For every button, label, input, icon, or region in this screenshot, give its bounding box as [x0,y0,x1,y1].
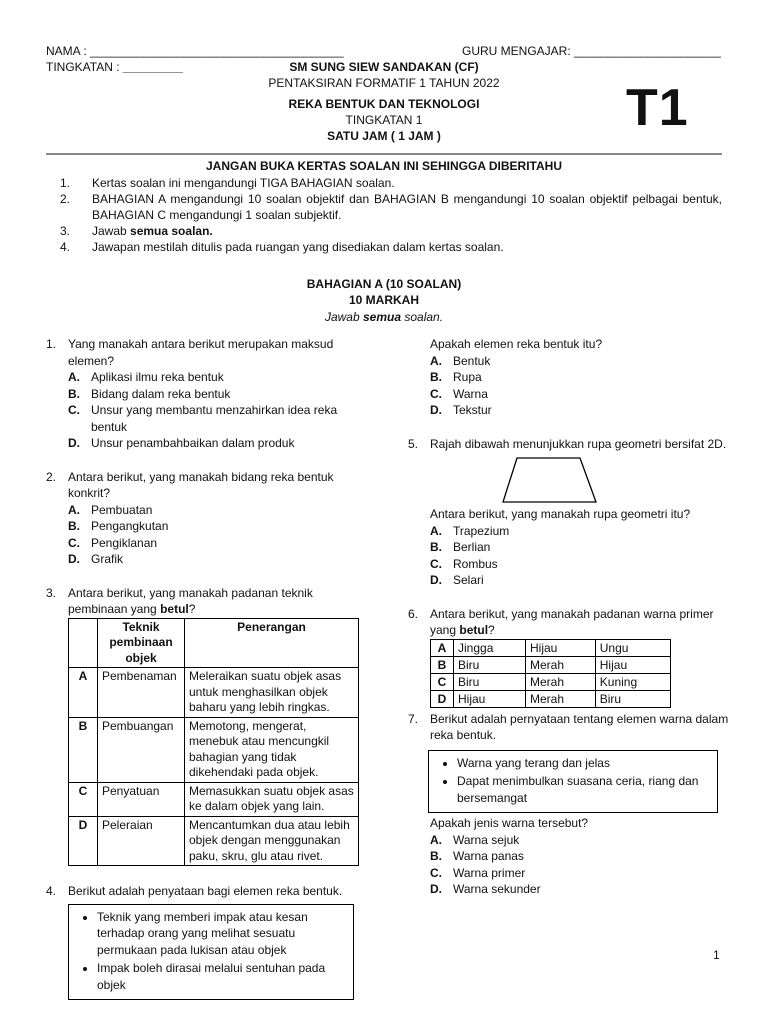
question-number: 1. [46,337,57,351]
question-5-continued [408,506,728,523]
question-number: 2. [46,469,57,484]
statement-item: • Impak boleh dirasai melalui sentuhan pada objek [97,960,347,993]
header-divider [46,153,722,155]
duration-title: SATU JAM ( 1 JAM ) [327,129,441,143]
table-row[interactable] [431,639,671,656]
instruction-text: Kertas soalan ini mengandungi TIGA BAHAGIAN soalan. [92,176,395,190]
table-header-cell [69,618,98,668]
table-cell: C [69,782,98,816]
section-note-text: Jawab [324,310,363,324]
option-letter: A. [430,832,442,847]
instruction-item [46,239,722,255]
option-text: Warna sejuk [453,832,520,847]
table-cell: D [431,690,454,707]
option-letter: A. [430,353,442,368]
table-row[interactable] [431,673,671,690]
option-text: Warna primer [453,865,526,880]
table-cell: Hijau [595,656,670,673]
question-text: ? [188,602,196,616]
option-text: Unsur penambahbaikan dalam produk [91,436,295,450]
question-text-bold: betul [160,602,189,616]
school-name: SM SUNG SIEW SANDAKAN (CF) [289,60,479,74]
option-letter: B. [430,849,442,863]
table-cell: Biru [595,690,670,707]
option-letter: B. [430,370,442,384]
option[interactable] [408,556,728,573]
construction-technique-table [68,618,359,867]
page-number: 1 [713,948,720,962]
table-cell: Hijau [525,639,595,656]
option-text: Selari [453,573,484,587]
question-text: ? [488,623,495,637]
option[interactable] [46,402,341,435]
question-text: Antara berikut, yang manakah padanan teknik pembinaan yang [68,585,313,616]
question-number: 6. [408,606,419,621]
question-text-bold: betul [459,623,489,637]
option-text: Warna panas [453,849,524,863]
question-text: Apakah jenis warna tersebut? [430,816,589,830]
question-text: Rajah dibawah menunjukkan rupa geometri bersifat 2D. [430,436,727,451]
question-4 [46,883,358,900]
option[interactable] [408,539,728,556]
option-letter: C. [430,386,442,401]
right-column [408,336,728,898]
table-cell: Merah [525,673,595,690]
table-cell: B [431,656,454,673]
option-letter: C. [430,865,442,880]
table-cell: Biru [454,673,526,690]
table-cell: Jingga [454,639,526,656]
option[interactable] [408,832,728,849]
question-text: Apakah elemen reka bentuk itu? [430,337,603,351]
table-cell: D [69,816,98,866]
option[interactable] [408,865,728,882]
table-cell: Hijau [454,690,526,707]
option-letter: D. [68,552,80,566]
form-title: TINGKATAN 1 [345,113,423,127]
option-text: Bidang dalam reka bentuk [91,386,231,401]
statement-item: • Dapat menimbulkan suasana ceria, riang dan bersemangat [457,773,711,806]
instruction-number: 3. [60,224,71,238]
instruction-text: BAHAGIAN A mengandungi 10 soalan objektif dan BAHAGIAN B mengandungi 10 soalan objektif pelbagai bentuk, BAHAGIAN C mengandungi 1 soalan subjektif. [92,192,722,222]
instruction-bold-text: semua soalan. [130,224,213,238]
option[interactable] [408,353,728,370]
option-letter: A. [430,523,442,538]
primary-color-table [430,639,671,708]
teacher-field-label: GURU MENGAJAR: ______________________ [462,44,721,58]
table-cell: A [69,668,98,718]
section-title: BAHAGIAN A (10 SOALAN) [306,277,462,291]
table-row[interactable] [69,717,359,782]
table-row[interactable] [69,816,359,866]
option-letter: D. [430,882,442,896]
table-row[interactable] [431,656,671,673]
option[interactable] [408,572,728,589]
option[interactable] [46,386,346,403]
option-letter: C. [68,535,80,550]
form-field-text: TINGKATAN : [46,60,120,74]
option-text: Grafik [91,552,124,566]
table-cell: Peleraian [98,816,185,866]
option[interactable] [46,369,346,386]
section-note-text: soalan. [401,310,444,324]
option[interactable] [408,523,728,540]
table-cell: B [69,717,98,782]
table-cell: Ungu [595,639,670,656]
option-letter: B. [430,540,442,554]
instruction-item [46,191,722,223]
option[interactable] [46,502,346,519]
table-cell: Memasukkan suatu objek asas ke dalam objek yang lain. [185,782,359,816]
table-cell: Memotong, mengerat, menebuk atau mencungkil bahagian yang tidak dikehendaki pada objek. [185,717,359,782]
table-cell: Biru [454,656,526,673]
instructions-title: JANGAN BUKA KERTAS SOALAN INI SEHINGGA DIBERITAHU [205,159,562,173]
statement-list [75,909,347,994]
question-text: Antara berikut, yang manakah padanan warna primer yang [430,606,714,637]
instruction-number: 1. [60,176,71,190]
paper-code: T1 [626,79,689,137]
question-5 [408,436,728,453]
question-text: Berikut adalah penyataan bagi elemen reka bentuk. [68,884,343,898]
trapezium-shape [500,454,600,506]
section-note-bold: semua [362,310,402,324]
instruction-number: 4. [60,240,71,254]
question-3 [46,585,338,618]
instruction-item [46,223,722,239]
option[interactable] [46,518,346,535]
option-text: Pengangkutan [91,519,169,533]
option-text: Rupa [453,370,482,384]
option-text: Berlian [453,540,491,554]
option[interactable] [408,881,728,898]
question-7 [408,711,730,744]
table-cell: Mencantumkan dua atau lebih objek dengan menggunakan paku, skru, glu atau rivet. [185,816,359,866]
option[interactable] [408,386,728,403]
table-header-row [69,618,359,668]
table-header-cell: Teknik pembinaan objek [98,618,185,668]
option-text: Pembuatan [91,502,153,517]
option-letter: C. [68,403,80,417]
question-text: Antara berikut, yang manakah rupa geometri itu? [430,507,691,521]
option-text: Tekstur [453,403,492,417]
option-text: Aplikasi ilmu reka bentuk [91,370,224,384]
option-letter: D. [68,436,80,450]
option-text: Bentuk [453,353,491,368]
instruction-text: Jawapan mestilah ditulis pada ruangan yang disediakan dalam kertas soalan. [92,240,504,254]
option-letter: B. [68,519,80,533]
question-number: 7. [408,711,419,726]
form-field-blank: _________ [122,60,183,74]
question-text: Berikut adalah pernyataan tentang elemen warna dalam reka bentuk. [430,711,729,742]
table-cell: Pembenaman [98,668,185,718]
statement-item: • Warna yang terang dan jelas [457,755,711,772]
table-row[interactable] [69,668,359,718]
option-text: Trapezium [453,523,510,538]
statement-item: • Teknik yang memberi impak atau kesan terhadap orang yang melihat sesuatu permukaan pada lukisan atau objek [97,909,347,959]
question-text: Antara berikut, yang manakah bidang reka bentuk konkrit? [68,469,334,500]
table-row[interactable] [69,782,359,816]
option[interactable] [408,848,728,865]
table-cell: Meleraikan suatu objek asas untuk menghasilkan objek baharu yang lebih ringkas. [185,668,359,718]
form-field-label [46,60,183,74]
question-number: 3. [46,585,57,600]
assessment-title: PENTAKSIRAN FORMATIF 1 TAHUN 2022 [268,76,500,90]
option-letter: D. [430,573,442,587]
question-2 [46,469,338,502]
option[interactable] [408,369,728,386]
option-letter: C. [430,556,442,571]
table-cell: Merah [525,690,595,707]
table-cell: Pembuangan [98,717,185,782]
option[interactable] [46,551,346,568]
instruction-text: Jawab [92,224,131,238]
instruction-item [46,175,722,191]
option-letter: B. [68,386,80,401]
question-number: 4. [46,884,57,898]
section-note [234,310,534,324]
table-cell: A [431,639,454,656]
option[interactable] [46,435,346,452]
statement-list [435,755,711,807]
table-cell: Kuning [595,673,670,690]
statement-box [68,904,354,1001]
option-text: Warna [453,386,488,401]
option[interactable] [46,535,346,552]
option-letter: A. [68,370,80,384]
table-header-cell: Penerangan [185,618,359,668]
option-text: Unsur yang membantu menzahirkan idea reka bentuk [91,403,338,434]
table-cell: C [431,673,454,690]
option-letter: A. [68,502,80,517]
subject-title: REKA BENTUK DAN TEKNOLOGI [288,97,480,111]
instructions-list [46,175,722,255]
table-row[interactable] [431,690,671,707]
option-text: Rombus [453,556,498,571]
option-text: Pengiklanan [91,535,158,550]
question-text: Yang manakah antara berikut merupakan maksud elemen? [68,337,334,368]
statement-box [428,750,718,814]
question-7-continued [408,815,728,832]
question-1 [46,336,338,369]
question-4-continued [408,336,728,353]
option[interactable] [408,402,728,419]
name-field-label: NAMA : ______________________________________ [46,44,344,58]
left-column [46,336,354,1000]
question-number: 5. [408,436,419,451]
table-cell: Merah [525,656,595,673]
option-letter: D. [430,403,442,417]
question-6 [408,606,720,639]
table-cell: Penyatuan [98,782,185,816]
section-marks: 10 MARKAH [348,293,419,307]
option-text: Warna sekunder [453,882,541,896]
instruction-number: 2. [60,192,71,206]
